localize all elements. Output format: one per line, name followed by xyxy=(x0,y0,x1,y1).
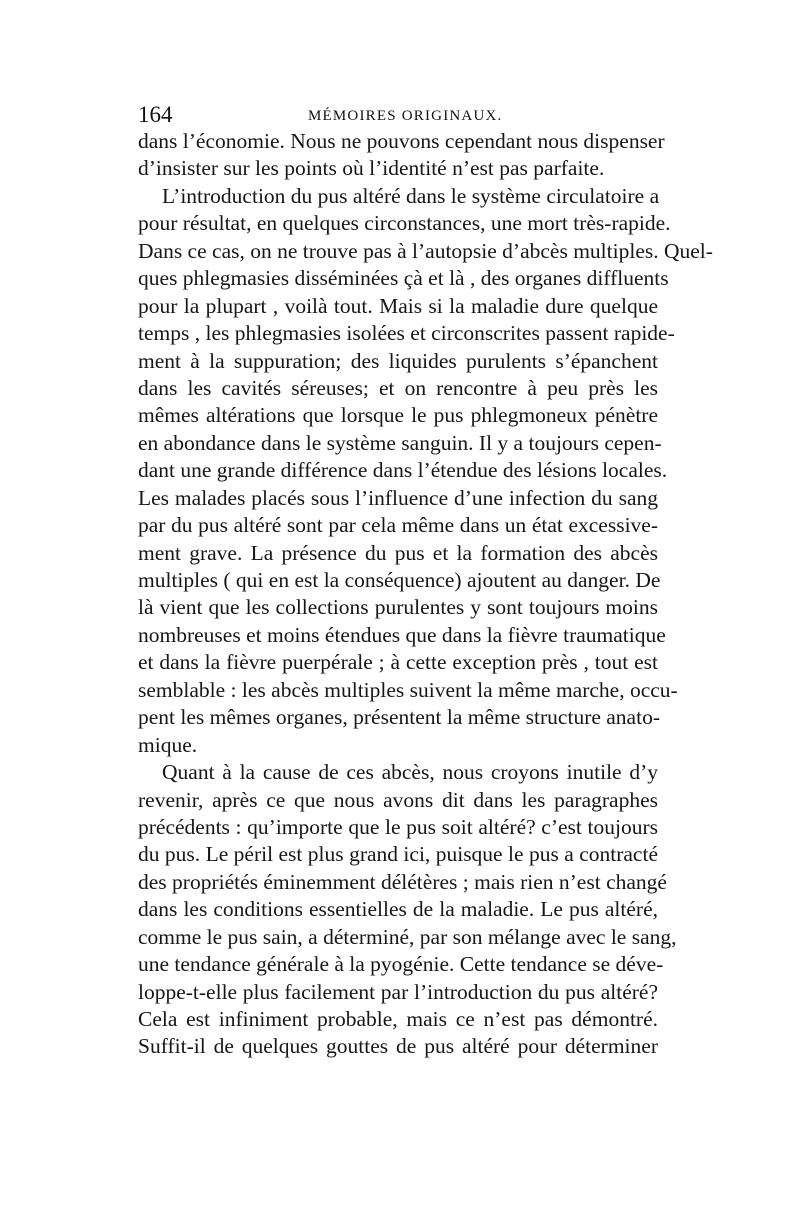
text-line: et dans la fièvre puerpérale ; à cette exception près , tout est xyxy=(138,650,658,675)
text-line: pent les mêmes organes, présentent la même structure anato- xyxy=(138,705,660,730)
page-number: 164 xyxy=(138,102,173,127)
running-title: MÉMOIRES ORIGINAUX. xyxy=(308,108,503,124)
running-head xyxy=(138,100,661,130)
text-line: Les malades placés sous l’influence d’une infection du sang xyxy=(138,485,658,510)
text-line: ment à la suppuration; des liquides purulents s’épanchent xyxy=(138,348,658,373)
text-line: dans les cavités séreuses; et on rencontre à peu près les xyxy=(138,375,658,400)
text-line: multiples ( qui en est la conséquence) ajoutent au danger. De xyxy=(138,568,661,592)
text-line: Quant à la cause de ces abcès, nous croyons inutile d’y xyxy=(162,760,658,785)
text-line: une tendance générale à la pyogénie. Cette tendance se déve- xyxy=(138,952,664,977)
text-line: précédents : qu’importe que le pus soit altéré? c’est toujours xyxy=(138,814,658,839)
text-line: semblable : les abcès multiples suivent la même marche, occu- xyxy=(138,677,678,702)
text-line: Dans ce cas, on ne trouve pas à l’autopsie d’abcès multiples. Quel- xyxy=(138,238,713,263)
text-line: pour la plupart , voilà tout. Mais si la maladie dure quelque xyxy=(138,293,658,318)
text-line: ment grave. La présence du pus et la formation des abcès xyxy=(138,540,658,565)
text-line: par du pus altéré sont par cela même dans un état excessive- xyxy=(138,513,658,538)
text-line: temps , les phlegmasies isolées et circonscrites passent rapide- xyxy=(138,321,675,346)
text-line: L’introduction du pus altéré dans le système circulatoire a xyxy=(162,183,660,208)
text-line: en abondance dans le système sanguin. Il y a toujours cepen- xyxy=(138,430,662,455)
text-line: Suffit-il de quelques gouttes de pus altéré pour déterminer xyxy=(138,1034,658,1059)
text-line: pour résultat, en quelques circonstances, une mort très-rapide. xyxy=(138,211,671,236)
text-line: nombreuses et moins étendues que dans la fièvre traumatique xyxy=(138,622,666,647)
text-line: dans l’économie. Nous ne pouvons cependant nous dispenser xyxy=(138,129,665,153)
text-line: mêmes altérations que lorsque le pus phlegmoneux pénètre xyxy=(138,403,658,428)
text-line: des propriétés éminemment délétères ; mais rien n’est changé xyxy=(138,869,667,894)
text-line: là vient que les collections purulentes y sont toujours moins xyxy=(138,595,658,620)
text-line: comme le pus sain, a déterminé, par son mélange avec le sang, xyxy=(138,924,677,949)
text-line: mique. xyxy=(138,732,198,757)
text-line: dans les conditions essentielles de la maladie. Le pus altéré, xyxy=(138,897,658,922)
text-line: ques phlegmasies disséminées çà et là , des organes diffluents xyxy=(138,266,669,291)
body-text xyxy=(138,128,713,1061)
text-line: loppe-t-elle plus facilement par l’introduction du pus altéré? xyxy=(138,979,658,1004)
text-line: Cela est infiniment probable, mais ce n’est pas démontré. xyxy=(138,1007,658,1031)
text-line: d’insister sur les points où l’identité n’est pas parfaite. xyxy=(138,156,605,181)
text-line: du pus. Le péril est plus grand ici, puisque le pus a contracté xyxy=(138,842,658,867)
text-line: revenir, après ce que nous avons dit dans les paragraphes xyxy=(138,787,658,812)
text-line: dant une grande différence dans l’étendue des lésions locales. xyxy=(138,458,668,483)
